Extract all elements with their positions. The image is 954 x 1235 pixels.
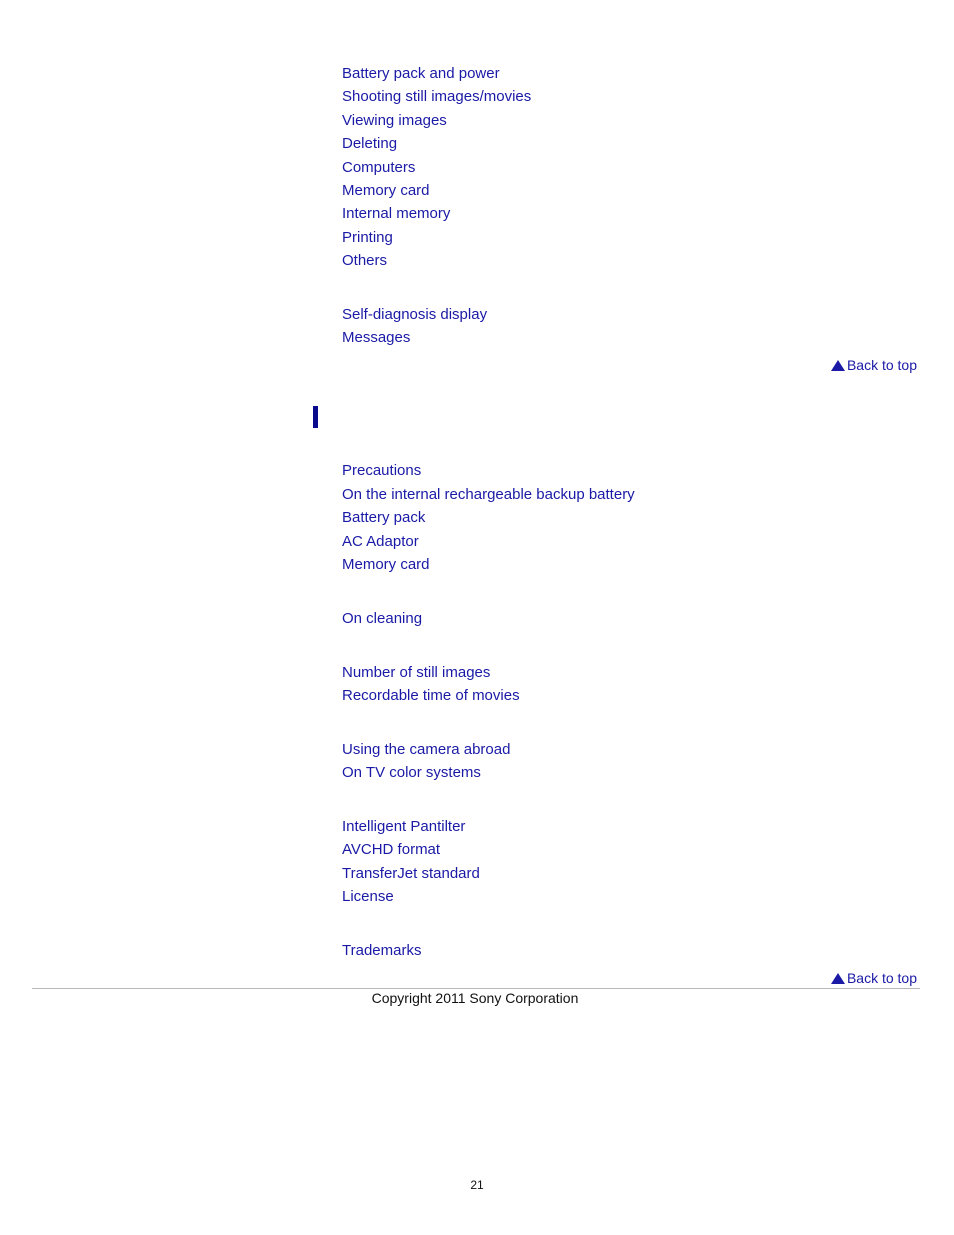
link-others[interactable]: Others (342, 252, 388, 269)
link-computers[interactable]: Computers (342, 159, 416, 176)
link-transferjet-standard[interactable]: TransferJet standard (342, 865, 480, 882)
link-memory-card-2[interactable]: Memory card (342, 556, 430, 573)
link-on-cleaning[interactable]: On cleaning (342, 610, 423, 627)
back-to-top-label: Back to top (846, 357, 917, 373)
page-number: 21 (470, 1178, 484, 1192)
link-shooting-still-images-movies[interactable]: Shooting still images/movies (342, 88, 532, 105)
copyright-text: Copyright 2011 Sony Corporation (371, 990, 579, 1006)
link-recordable-time-of-movies[interactable]: Recordable time of movies (342, 687, 520, 704)
link-viewing-images[interactable]: Viewing images (342, 112, 447, 129)
link-self-diagnosis-display[interactable]: Self-diagnosis display (342, 306, 488, 323)
back-to-top-link-2[interactable] (831, 970, 917, 986)
link-ac-adaptor[interactable]: AC Adaptor (342, 533, 419, 550)
link-using-camera-abroad[interactable]: Using the camera abroad (342, 741, 511, 758)
up-arrow-icon (831, 973, 845, 984)
link-number-of-still-images[interactable]: Number of still images (342, 664, 491, 681)
link-avchd-format[interactable]: AVCHD format (342, 841, 441, 858)
link-battery-pack-and-power[interactable]: Battery pack and power (342, 65, 500, 82)
link-tv-color-systems[interactable]: On TV color systems (342, 764, 481, 781)
link-battery-pack[interactable]: Battery pack (342, 509, 426, 526)
link-intelligent-pantilter[interactable]: Intelligent Pantilter (342, 818, 466, 835)
footer-divider (32, 988, 920, 989)
link-internal-rechargeable-backup-battery[interactable]: On the internal rechargeable backup battery (342, 486, 635, 503)
section-heading-marker (313, 406, 318, 428)
back-to-top-label: Back to top (846, 970, 917, 986)
link-precautions[interactable]: Precautions (342, 462, 422, 479)
link-messages[interactable]: Messages (342, 329, 411, 346)
link-memory-card[interactable]: Memory card (342, 182, 430, 199)
link-license[interactable]: License (342, 888, 394, 905)
link-deleting[interactable]: Deleting (342, 135, 398, 152)
link-internal-memory[interactable]: Internal memory (342, 205, 451, 222)
back-to-top-link-1[interactable] (831, 357, 917, 373)
up-arrow-icon (831, 360, 845, 371)
link-trademarks[interactable]: Trademarks (342, 942, 422, 959)
link-printing[interactable]: Printing (342, 229, 393, 246)
